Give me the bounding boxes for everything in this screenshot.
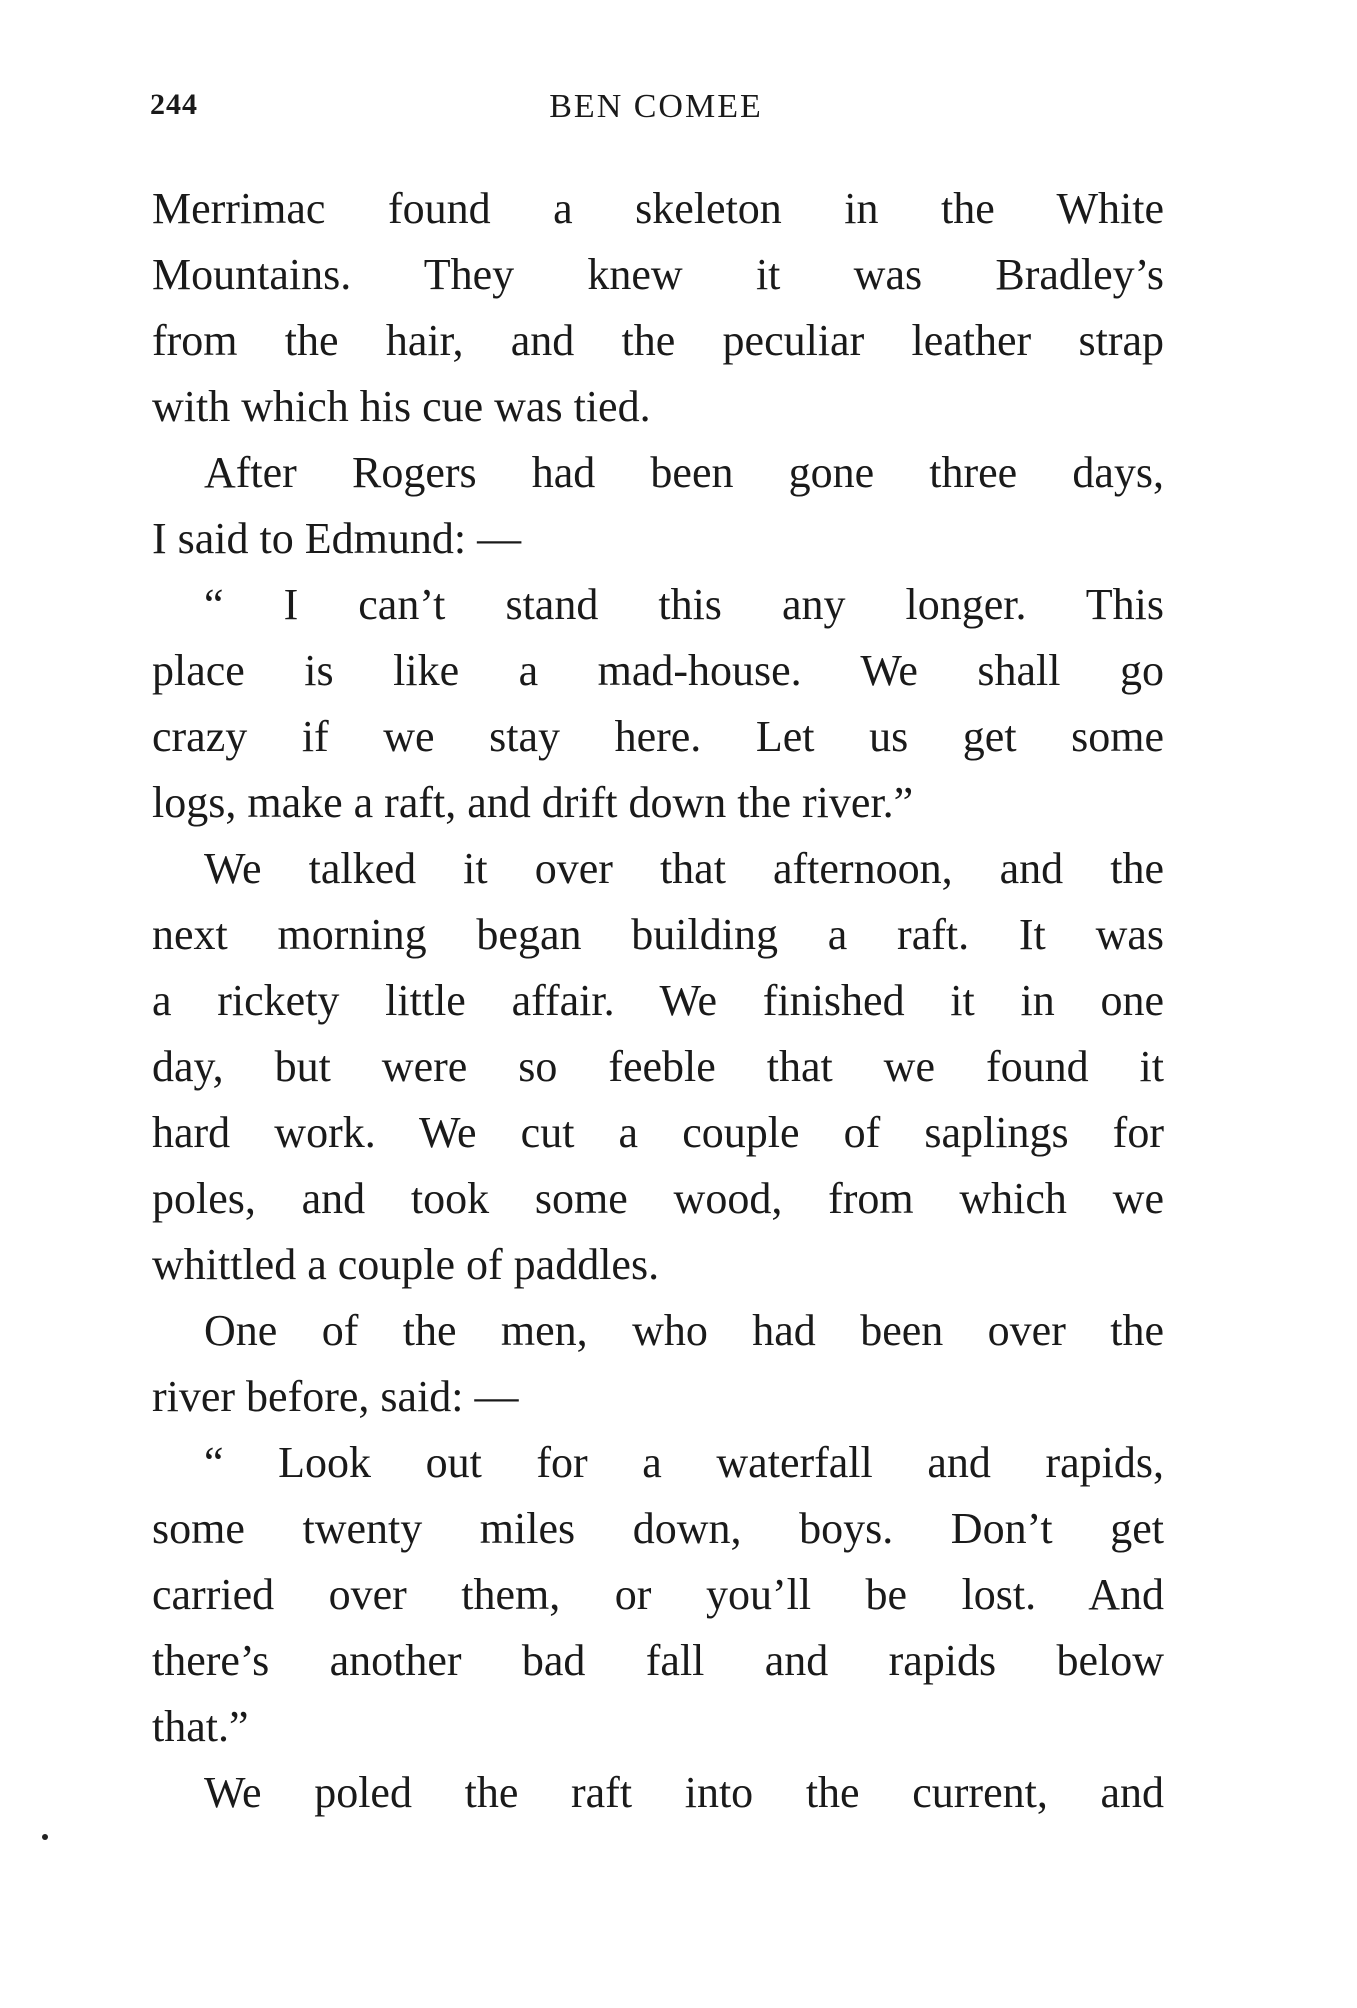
text-line: whittled a couple of paddles. <box>152 1240 660 1289</box>
text-line: a rickety little affair. We finished it in one <box>152 976 1164 1025</box>
text-line: there’s another bad fall and rapids below <box>152 1636 1164 1685</box>
text-line: next morning began building a raft. It was <box>152 910 1164 959</box>
text-line: crazy if we stay here. Let us get some <box>152 712 1164 761</box>
text-line: We talked it over that afternoon, and the <box>204 844 1164 893</box>
text-line: poles, and took some wood, from which we <box>152 1174 1164 1223</box>
text-line: One of the men, who had been over the <box>204 1306 1164 1355</box>
text-line: Merrimac found a skeleton in the White <box>152 184 1164 233</box>
text-line: “ Look out for a waterfall and rapids, <box>204 1438 1164 1487</box>
text-line: “ I can’t stand this any longer. This <box>204 580 1164 629</box>
print-speck <box>42 1834 48 1840</box>
body-text <box>152 176 1164 1826</box>
text-line: After Rogers had been gone three days, <box>204 448 1164 497</box>
text-line: Mountains. They knew it was Bradley’s <box>152 250 1164 299</box>
text-line: I said to Edmund: — <box>152 514 522 563</box>
text-line: with which his cue was tied. <box>152 382 651 431</box>
page-number: 244 <box>150 88 198 121</box>
text-line: that.” <box>152 1702 249 1751</box>
text-line: hard work. We cut a couple of saplings for <box>152 1108 1164 1157</box>
text-line: logs, make a raft, and drift down the river.” <box>152 778 914 827</box>
running-title: BEN COMEE <box>549 88 763 125</box>
text-line: We poled the raft into the current, and <box>204 1768 1164 1817</box>
text-line: river before, said: — <box>152 1372 519 1421</box>
text-line: carried over them, or you’ll be lost. And <box>152 1570 1164 1619</box>
text-line: day, but were so feeble that we found it <box>152 1042 1164 1091</box>
page-header <box>150 88 1162 138</box>
text-line: from the hair, and the peculiar leather strap <box>152 316 1164 365</box>
text-line: some twenty miles down, boys. Don’t get <box>152 1504 1164 1553</box>
text-line: place is like a mad-house. We shall go <box>152 646 1164 695</box>
